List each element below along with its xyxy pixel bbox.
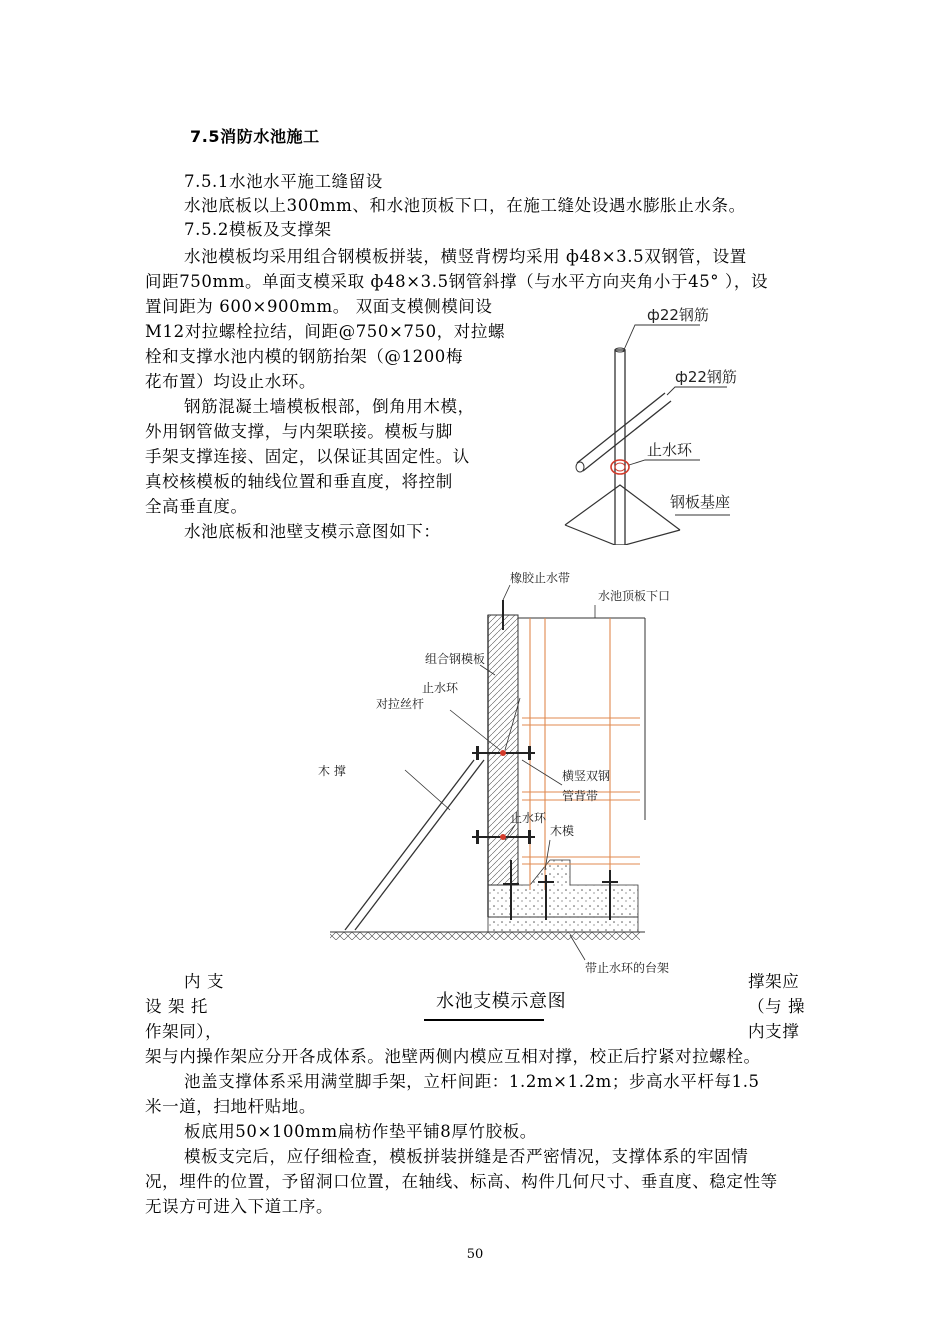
label-ring: 止水环 <box>647 441 693 459</box>
paragraph-line: 模板支完后，应仔细检查，模板拼装拼缝是否严密情况，支撑体系的牢固情 <box>184 1147 749 1166</box>
label-base: 钢板基座 <box>670 493 731 511</box>
label-tie-rod: 对拉丝杆 <box>376 697 425 711</box>
label-stand: 带止水环的台架 <box>585 961 670 975</box>
water-stop-ring <box>611 460 629 474</box>
paragraph-line: （与 操 <box>748 997 806 1016</box>
paragraph-line: 撑架应 <box>748 972 800 991</box>
paragraph-line: 花布置）均设止水环。 <box>145 372 316 391</box>
page-number: 50 <box>466 1247 484 1262</box>
label-ring-lower: 止水环 <box>510 811 547 825</box>
diagram-title-underline <box>424 1019 544 1021</box>
paragraph-751: 水池底板以上300mm、和水池顶板下口，在施工缝处设遇水膨胀止水条。 <box>184 196 746 215</box>
section-title: 7.5消防水池施工 <box>190 127 320 146</box>
paragraph-line: 无误方可进入下道工序。 <box>145 1197 334 1216</box>
paragraph-line: 内支撑 <box>748 1022 800 1041</box>
diagram-title: 水池支模示意图 <box>436 991 567 1012</box>
label-top-slab: 水池顶板下口 <box>598 589 670 603</box>
label-rubber-waterstop: 橡胶止水带 <box>510 571 571 585</box>
paragraph-line: 钢筋混凝土墙模板根部，倒角用木模， <box>184 397 475 416</box>
paragraph-line: 内 支 <box>184 972 225 991</box>
paragraph-line: 水池模板均采用组合钢模板拼装，横竖背楞均采用 ф48×3.5双钢管，设置 <box>184 247 747 266</box>
paragraph-line: 板底用50×100mm扁枋作垫平铺8厚竹胶板。 <box>184 1122 537 1141</box>
vertical-rebar <box>615 350 625 545</box>
paragraph-line: 况，埋件的位置，予留洞口位置，在轴线、标高、构件几何尺寸、垂直度、稳定性等 <box>145 1172 778 1191</box>
label-steel-form: 组合钢模板 <box>425 652 486 666</box>
label-wood-form: 木模 <box>550 824 575 838</box>
label-double-pipe-2: 管背带 <box>562 789 599 803</box>
paragraph-line: 栓和支撑水池内模的钢筋抬架（@1200梅 <box>145 347 463 366</box>
paragraph-line: 手架支撑连接、固定，以保证其固定性。认 <box>145 447 470 466</box>
paragraph-line: 全高垂直度。 <box>145 497 248 516</box>
ground <box>330 932 640 940</box>
subsection-751-title: 7.5.1水池水平施工缝留设 <box>184 172 383 191</box>
paragraph-line: 置间距为 600×900mm。 双面支模侧模间设 <box>145 297 493 316</box>
paragraph-line: 米一道，扫地杆贴地。 <box>145 1097 316 1116</box>
paragraph-line: M12对拉螺栓拉结，间距@750×750，对拉螺 <box>145 322 506 341</box>
label-rebar-top: ф22钢筋 <box>647 306 709 324</box>
pool-formwork-diagram <box>300 560 670 980</box>
paragraph-line: 池盖支撑体系采用满堂脚手架，立杆间距：1.2m×1.2m；步高水平杆每1.5 <box>184 1072 760 1091</box>
paragraph-line: 真校核模板的轴线位置和垂直度，将控制 <box>145 472 453 491</box>
wood-prop <box>345 760 474 930</box>
label-rebar-mid: ф22钢筋 <box>675 368 737 386</box>
rebar-stand-figure <box>555 295 755 545</box>
subsection-752-title: 7.5.2模板及支撑架 <box>184 220 332 239</box>
inner-scaffold <box>522 618 640 890</box>
paragraph-line: 架与内操作架应分开各成体系。池壁两侧内模应互相对撑，校正后拧紧对拉螺栓。 <box>145 1047 761 1066</box>
steel-base-plate <box>565 485 680 530</box>
paragraph-line: 水池底板和池壁支模示意图如下： <box>184 522 441 541</box>
paragraph-line: 外用钢管做支撑，与内架联接。模板与脚 <box>145 422 453 441</box>
label-ring-upper: 止水环 <box>422 681 459 695</box>
paragraph-line: 作架同）， <box>145 1022 223 1041</box>
paragraph-line: 间距750mm。单面支模采取 ф48×3.5钢管斜撑（与水平方向夹角小于45° ），设 <box>145 272 769 291</box>
label-double-pipe-1: 横竖双钢 <box>562 769 611 783</box>
paragraph-line: 设 架 托 <box>145 997 208 1016</box>
label-wood-prop: 木 撑 <box>318 764 346 778</box>
